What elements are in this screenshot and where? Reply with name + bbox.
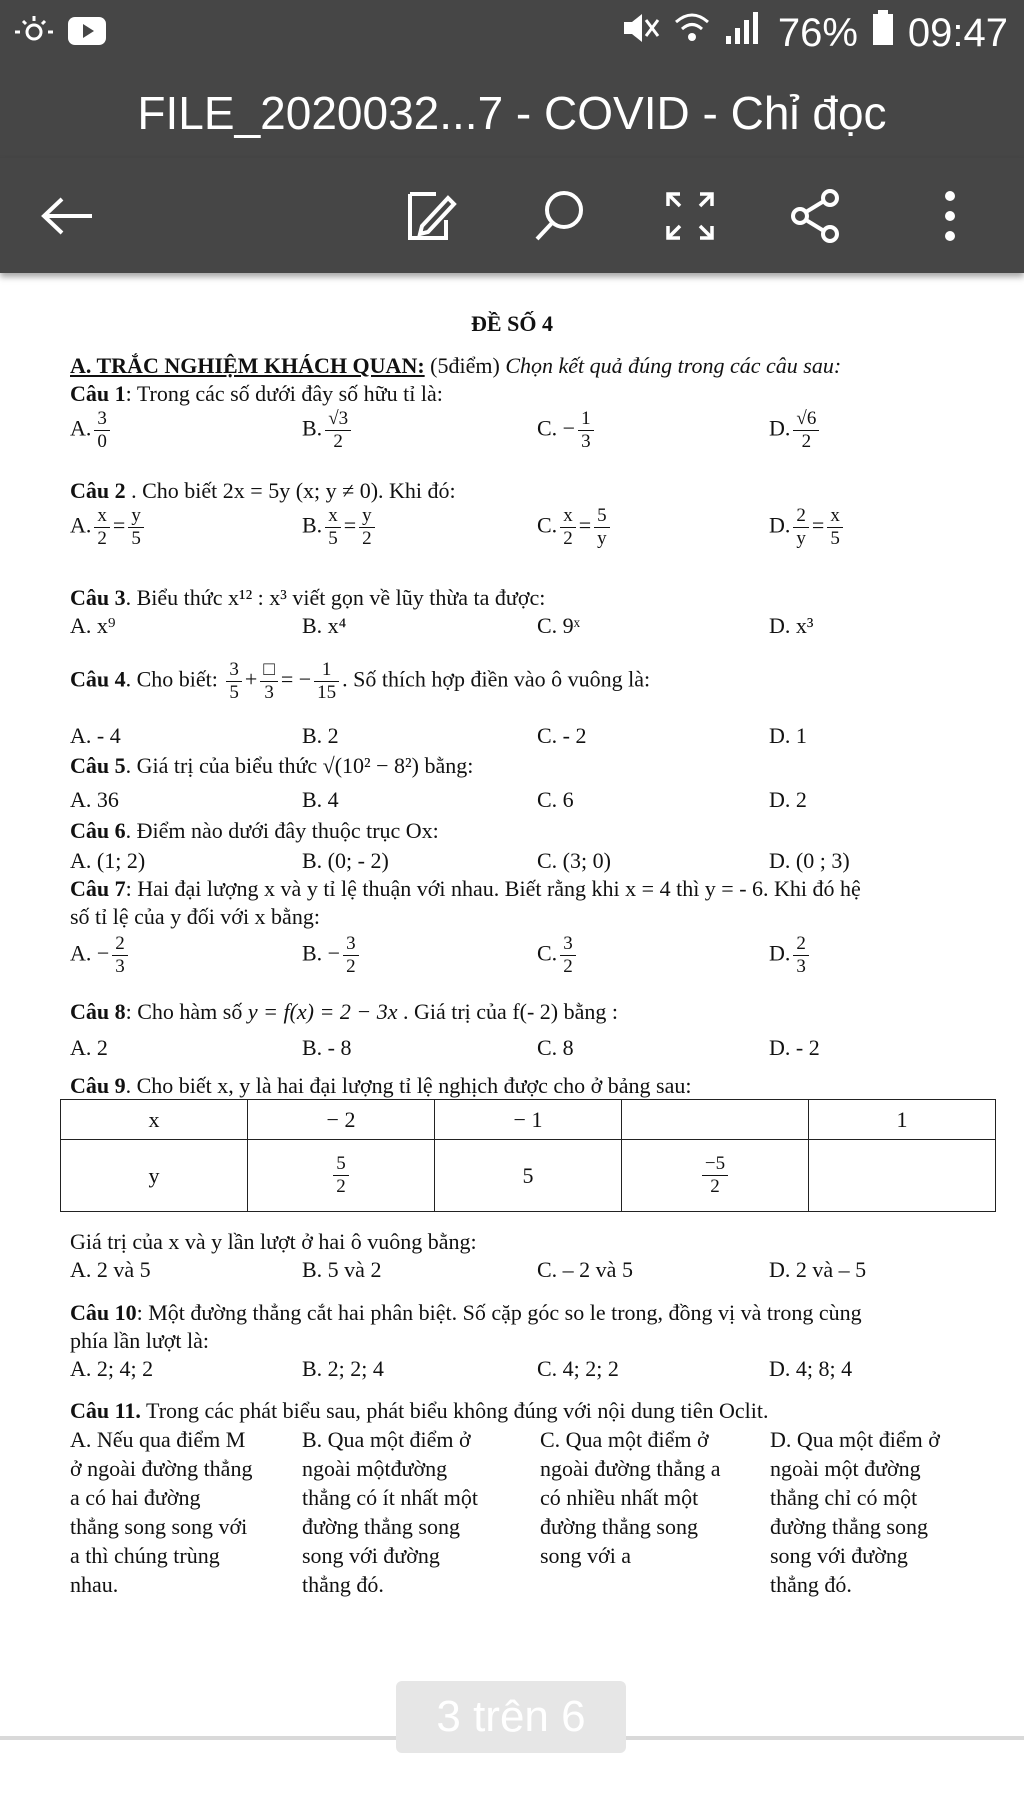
share-icon: [788, 188, 844, 244]
table-cell: 1: [809, 1100, 996, 1140]
q11-option-c: C. Qua một điểm ở ngoài đường thẳng a có nhiều nhất một đường thẳng song song với a: [540, 1427, 721, 1568]
q4-option-c: C. - 2: [537, 723, 587, 748]
q6-option-d: D. (0 ; 3): [769, 848, 850, 873]
q1-option-d: D. $\frac{√6}{2}$: [769, 408, 822, 453]
q1-option-a: A. $\frac{3}{0}$: [70, 408, 113, 453]
q8-option-a: A. 2: [70, 1035, 108, 1060]
more-options-button[interactable]: [920, 186, 980, 246]
mute-icon: [620, 10, 660, 56]
q4-option-d: D. 1: [769, 723, 807, 748]
back-arrow-icon: [40, 196, 96, 236]
q9-option-a: A. 2 và 5: [70, 1257, 151, 1282]
back-button[interactable]: [38, 186, 98, 246]
page-indicator: 3 trên 6: [396, 1681, 626, 1753]
q3-option-d: D. x³: [769, 613, 814, 638]
more-vertical-icon: [940, 188, 960, 244]
question-9: Câu 9. Cho biết x, y là hai đại lượng tỉ lệ nghịch được cho ở bảng sau:: [70, 1073, 692, 1098]
youtube-icon: [68, 17, 106, 50]
q2-option-c: C. $\frac{x}{2}$ = $\frac{5}{y}$: [537, 505, 613, 550]
q6-option-a: A. (1; 2): [70, 848, 146, 873]
table-cell: $\frac{-5}{2}$: [622, 1140, 809, 1212]
wifi-icon: [674, 10, 710, 56]
q6-option-b: B. (0; - 2): [302, 848, 389, 873]
document-page[interactable]: [0, 273, 1024, 1820]
battery-percent: 76%: [777, 10, 858, 55]
search-icon: [532, 188, 588, 244]
q7-option-d: D. $\frac{2}{3}$: [769, 933, 812, 978]
clock-time: 09:47: [907, 10, 1008, 55]
q9-question: Giá trị của x và y lần lượt ở hai ô vuông bằng:: [70, 1229, 477, 1254]
q11-option-d: D. Qua một điểm ở ngoài một đường thẳng chỉ có một đường thẳng song song với đường thẳng đó.: [770, 1427, 940, 1597]
expand-icon: [664, 190, 716, 242]
q9-option-d: D. 2 và – 5: [769, 1257, 867, 1282]
q1-option-b: B. $\frac{√3}{2}$: [302, 408, 354, 453]
q8-option-c: C. 8: [537, 1035, 574, 1060]
q7-option-c: C. $\frac{3}{2}$: [537, 933, 579, 978]
brightness-icon: [14, 14, 54, 53]
q4-option-b: B. 2: [302, 723, 339, 748]
edit-icon: [406, 190, 458, 242]
table-cell: $\frac{5}{2}$: [248, 1140, 435, 1212]
question-6: Câu 6. Điểm nào dưới đây thuộc trục Ox:: [70, 818, 439, 843]
question-8: Câu 8: Cho hàm số y = f(x) = 2 − 3x . Giá trị của f(- 2) bằng :: [70, 999, 618, 1024]
question-7: Câu 7: Hai đại lượng x và y tỉ lệ thuận với nhau. Biết rằng khi x = 4 thì y = - 6. Khi đó hệ: [70, 876, 861, 901]
q7-option-b: B. − $\frac{3}{2}$: [302, 933, 362, 978]
question-4: Câu 4. Cho biết: $\frac{3}{5}$ + $\frac{□}{3}$ = − $\frac{1}{15}$ . Số thích hợp điền vào ô vuông là:: [70, 659, 651, 703]
q11-option-a: A. Nếu qua điểm M ở ngoài đường thẳng a có hai đường thẳng song song với a thì chúng trùng nhau.: [70, 1427, 253, 1597]
question-7-cont: số tỉ lệ của y đối với x bằng:: [70, 904, 320, 929]
q11-option-b: B. Qua một điểm ở ngoài mộtđường thẳng có ít nhất một đường thẳng song song với đường thẳng đó.: [302, 1427, 478, 1597]
q10-option-d: D. 4; 8; 4: [769, 1356, 853, 1381]
q5-option-a: A. 36: [70, 787, 119, 812]
question-3: Câu 3. Biểu thức x¹² : x³ viết gọn về lũy thừa ta được:: [70, 585, 546, 610]
table-cell-blank: [622, 1100, 809, 1140]
q2-option-d: D. $\frac{2}{y}$ = $\frac{x}{5}$: [769, 505, 846, 550]
search-button[interactable]: [530, 186, 590, 246]
fullscreen-button[interactable]: [660, 186, 720, 246]
question-5: Câu 5. Giá trị của biểu thức √(10² − 8²) bằng:: [70, 753, 474, 778]
q3-option-a: A. x⁹: [70, 613, 116, 638]
edit-button[interactable]: [402, 186, 462, 246]
q3-option-c: C. 9ˣ: [537, 613, 581, 638]
table-cell: − 2: [248, 1100, 435, 1140]
q9-option-b: B. 5 và 2: [302, 1257, 382, 1282]
signal-icon: [724, 10, 764, 56]
table-cell: x: [61, 1100, 248, 1140]
exam-title: ĐỀ SỐ 4: [471, 311, 553, 336]
question-1: Câu 1: Trong các số dưới đây số hữu tỉ là:: [70, 381, 443, 406]
table-cell-blank: [809, 1140, 996, 1212]
question-10: Câu 10: Một đường thẳng cắt hai phân biệt. Số cặp góc so le trong, đồng vị và trong cùng: [70, 1300, 862, 1325]
toolbar: [0, 158, 1024, 273]
q10-option-c: C. 4; 2; 2: [537, 1356, 619, 1381]
section-a-heading: A. TRẮC NGHIỆM KHÁCH QUAN: (5điểm) Chọn kết quả đúng trong các câu sau:: [70, 353, 842, 378]
q8-option-d: D. - 2: [769, 1035, 820, 1060]
question-2: Câu 2 . Cho biết 2x = 5y (x; y ≠ 0). Khi đó:: [70, 478, 456, 503]
table-cell: − 1: [435, 1100, 622, 1140]
q2-option-b: B. $\frac{x}{5}$ = $\frac{y}{2}$: [302, 505, 378, 550]
table-cell: y: [61, 1140, 248, 1212]
document-title: FILE_2020032...7 - COVID - Chỉ đọc: [0, 68, 1024, 158]
q5-option-b: B. 4: [302, 787, 339, 812]
q4-option-a: A. - 4: [70, 723, 121, 748]
q7-option-a: A. − $\frac{2}{3}$: [70, 933, 131, 978]
table-cell: 5: [435, 1140, 622, 1212]
q9-table: [60, 1099, 996, 1212]
q1-option-c: C. − $\frac{1}{3}$: [537, 408, 597, 453]
battery-icon: [872, 10, 894, 56]
question-10-cont: phía lần lượt là:: [70, 1328, 210, 1353]
q5-option-d: D. 2: [769, 787, 807, 812]
q6-option-c: C. (3; 0): [537, 848, 611, 873]
question-11: Câu 11. Trong các phát biểu sau, phát biểu không đúng với nội dung tiên Oclit.: [70, 1398, 769, 1423]
q5-option-c: C. 6: [537, 787, 574, 812]
q10-option-b: B. 2; 2; 4: [302, 1356, 384, 1381]
q3-option-b: B. x⁴: [302, 613, 347, 638]
q2-option-a: A. $\frac{x}{2}$ = $\frac{y}{5}$: [70, 505, 147, 550]
share-button[interactable]: [786, 186, 846, 246]
q10-option-a: A. 2; 4; 2: [70, 1356, 154, 1381]
q9-option-c: C. – 2 và 5: [537, 1257, 633, 1282]
q8-option-b: B. - 8: [302, 1035, 352, 1060]
status-bar: [0, 0, 1024, 68]
